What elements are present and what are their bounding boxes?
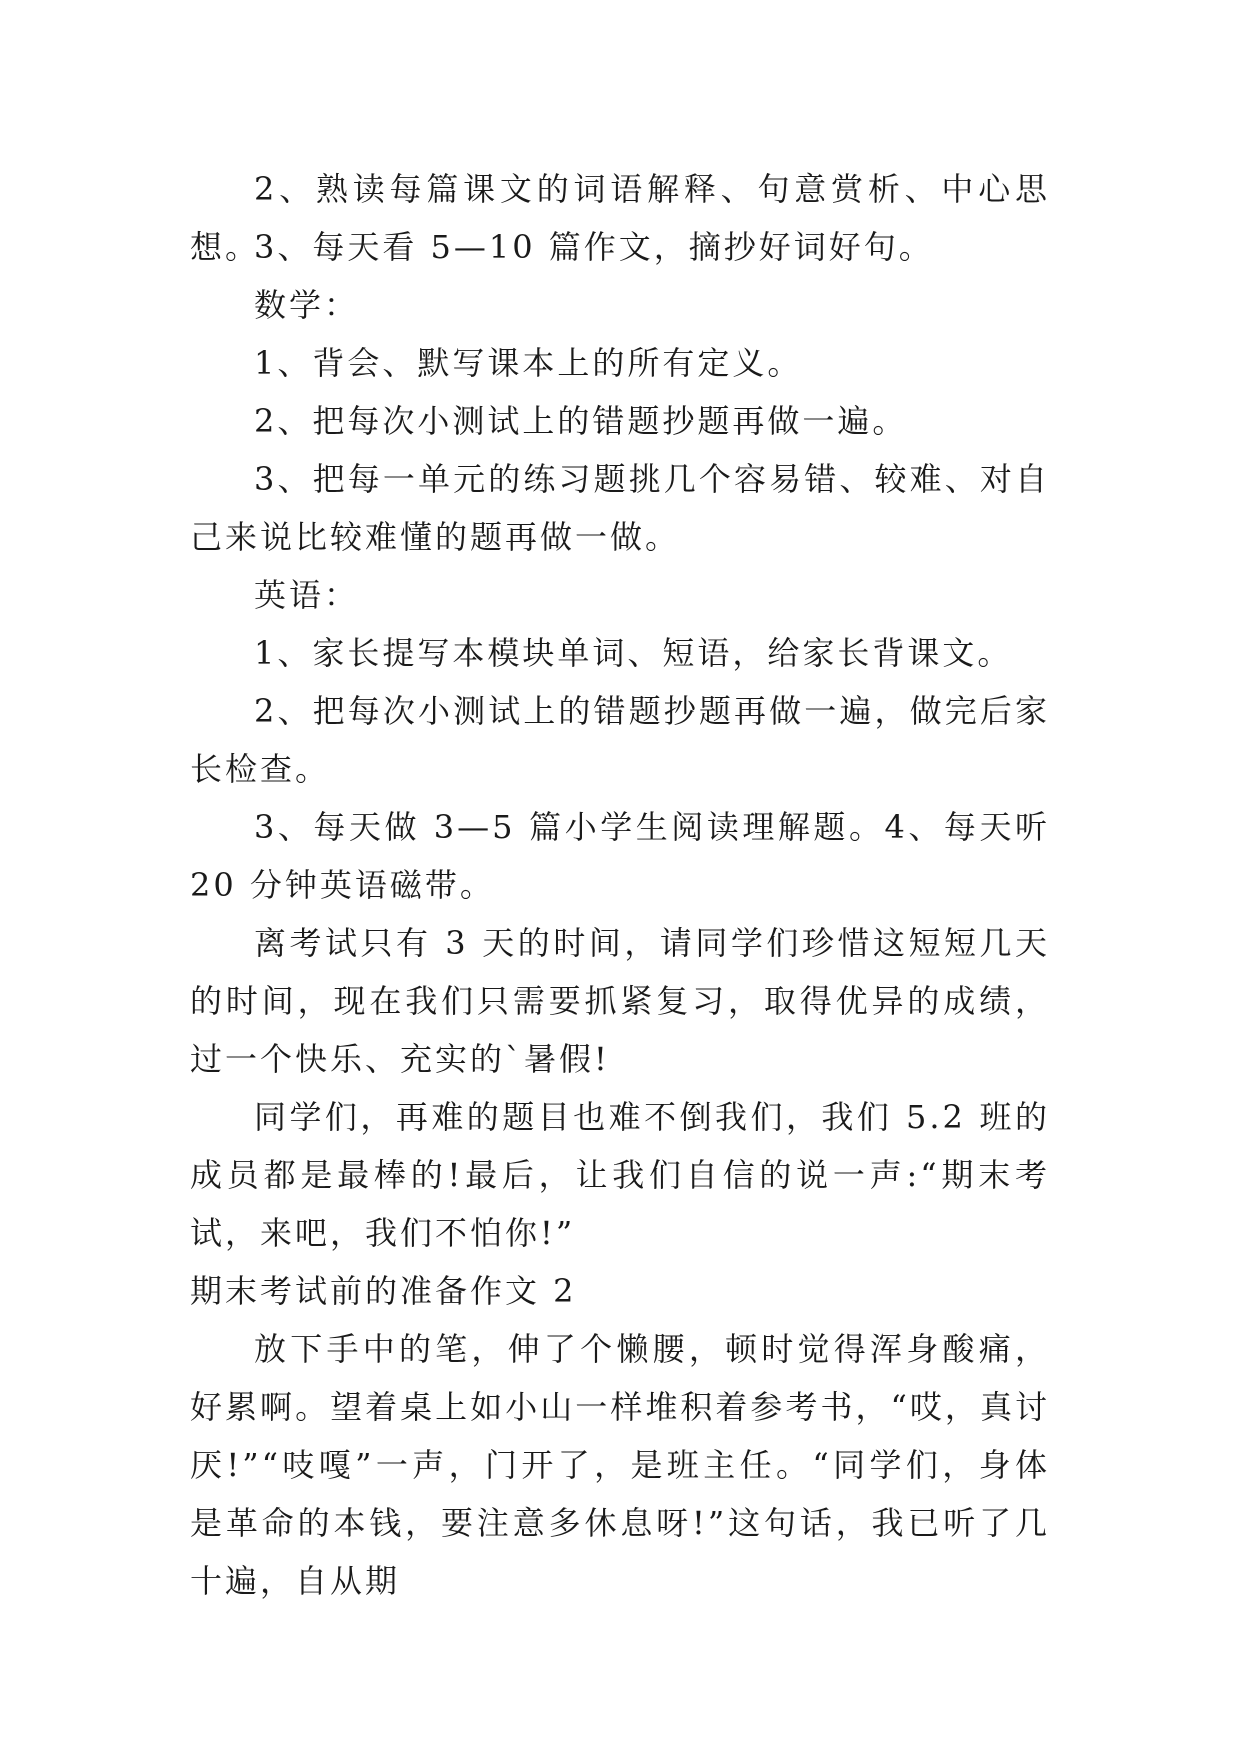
paragraph-chinese-item-2: 2、熟读每篇课文的词语解释、句意赏析、中心思想。 (190, 170, 1050, 266)
paragraph-english-item-2: 2、把每次小测试上的错题抄题再做一遍，做完后家长检查。 (190, 692, 1050, 788)
paragraph-math-item-3: 3、把每一单元的练习题挑几个容易错、较难、对自己来说比较难懂的题再做一做。 (190, 460, 1050, 556)
paragraph-english-item-1: 1、家长提写本模块单词、短语，给家长背课文。 (254, 634, 1013, 672)
heading-english: 英语： (254, 576, 360, 614)
heading-math: 数学： (254, 286, 360, 324)
paragraph-math-item-2: 2、把每次小测试上的错题抄题再做一遍。 (254, 402, 908, 440)
paragraph-exam-countdown: 离考试只有 3 天的时间，请同学们珍惜这短短几天的时间，现在我们只需要抓紧复习，取得优异的成绩，过一个快乐、充实的`暑假! (190, 924, 1050, 1078)
paragraph-essay-2: 放下手中的笔，伸了个懒腰，顿时觉得浑身酸痛，好累啊。望着桌上如小山一样堆积着参考书，“哎，真讨厌!”“吱嘎”一声，门开了，是班主任。“同学们，身体是革命的本钱，要注意多休息呀!”这句话，我已听了几十遍，自从期 (190, 1330, 1050, 1600)
section-title: 期末考试前的准备作文 2 (190, 1272, 577, 1310)
paragraph-math-item-1: 1、背会、默写课本上的所有定义。 (254, 344, 803, 382)
paragraph-chinese-item-3: 3、每天看 5—10 篇作文，摘抄好词好句。 (254, 228, 934, 266)
paragraph-english-item-3: 3、每天做 3—5 篇小学生阅读理解题。4、每天听 20 分钟英语磁带。 (190, 808, 1050, 904)
paragraph-encouragement: 同学们，再难的题目也难不倒我们，我们 5.2 班的成员都是最棒的!最后，让我们自信的说一声:“期末考试，来吧，我们不怕你!” (190, 1098, 1050, 1252)
